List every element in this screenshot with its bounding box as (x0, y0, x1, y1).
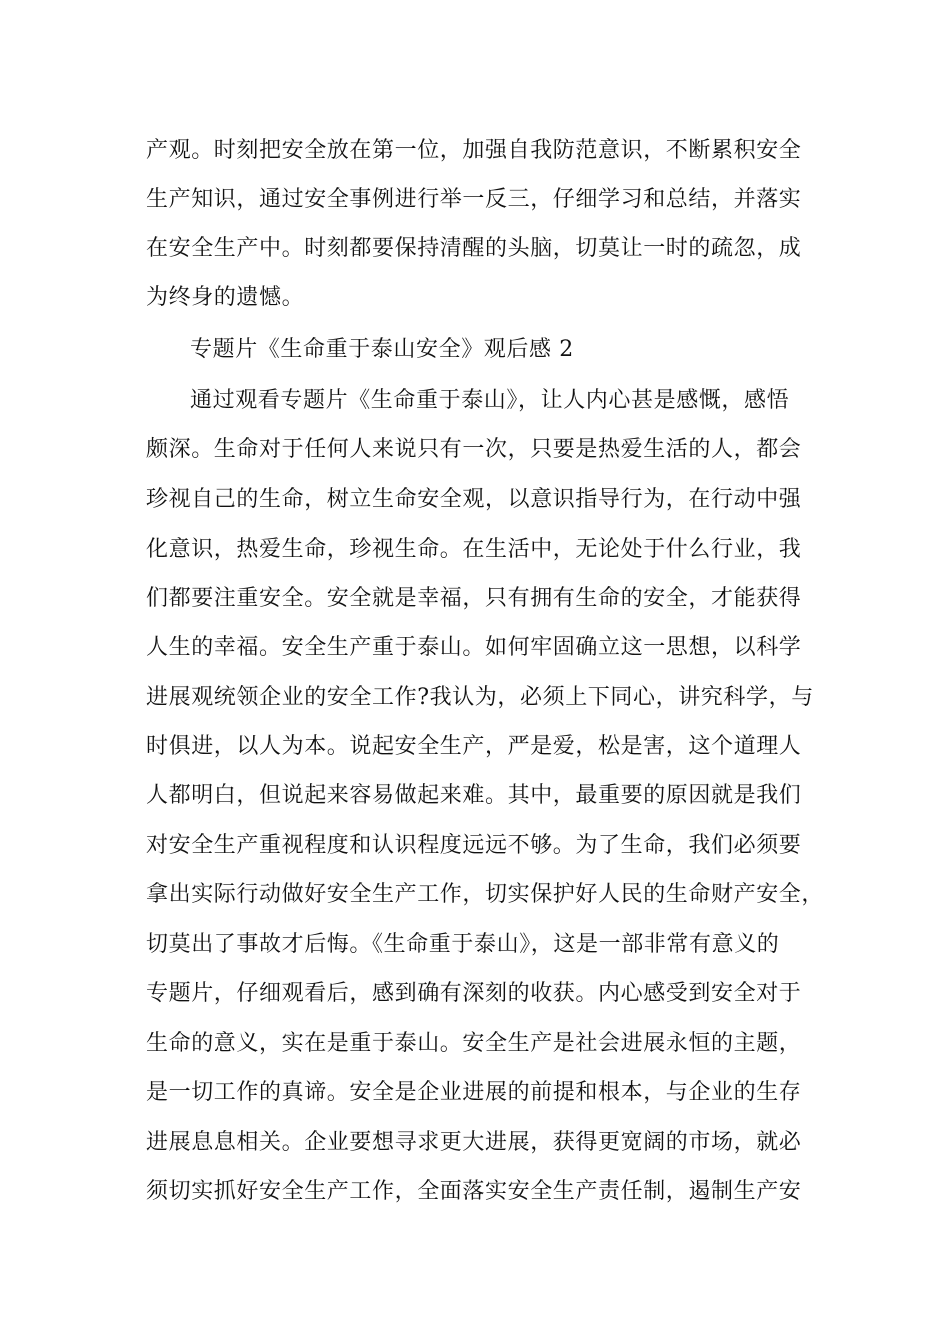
body-line: 人都明白，但说起来容易做起来难。其中，最重要的原因就是我们 (146, 783, 802, 808)
body-line: 须切实抓好安全生产工作，全面落实安全生产责任制，遏制生产安 (146, 1179, 802, 1204)
body-line: 珍视自己的生命，树立生命安全观，以意识指导行为，在行动中强 (146, 487, 802, 512)
body-line: 生产知识，通过安全事例进行举一反三，仔细学习和总结，并落实 (146, 187, 802, 212)
body-line: 是一切工作的真谛。安全是企业进展的前提和根本，与企业的生存 (146, 1080, 802, 1105)
body-line: 颇深。生命对于任何人来说只有一次，只要是热爱生活的人，都会 (146, 437, 802, 462)
section-heading: 专题片《生命重于泰山安全》观后感 2 (190, 337, 574, 362)
body-line: 们都要注重安全。安全就是幸福，只有拥有生命的安全，才能获得 (146, 586, 802, 611)
body-line: 时俱进，以人为本。说起安全生产，严是爱，松是害，这个道理人 (146, 734, 802, 759)
body-line: 人生的幸福。安全生产重于泰山。如何牢固确立这一思想，以科学 (146, 635, 802, 660)
paragraph-first-line: 通过观看专题片《生命重于泰山》，让人内心甚是感慨，感悟 (190, 388, 790, 413)
body-line: 在安全生产中。时刻都要保持清醒的头脑，切莫让一时的疏忽，成 (146, 236, 802, 261)
body-line: 拿出实际行动做好安全生产工作，切实保护好人民的生命财产安全， (146, 882, 825, 907)
body-line: 进展息息相关。企业要想寻求更大进展，获得更宽阔的市场，就必 (146, 1130, 802, 1155)
body-line: 为终身的遗憾。 (146, 285, 305, 310)
body-line: 生命的意义，实在是重于泰山。安全生产是社会进展永恒的主题， (146, 1031, 802, 1056)
body-line: 进展观统领企业的安全工作?我认为，必须上下同心，讲究科学，与 (146, 685, 814, 710)
body-line: 化意识，热爱生命，珍视生命。在生活中，无论处于什么行业，我 (146, 537, 802, 562)
body-line: 切莫出了事故才后悔。《生命重于泰山》，这是一部非常有意义的 (146, 932, 780, 957)
body-line: 产观。时刻把安全放在第一位，加强自我防范意识，不断累积安全 (146, 138, 802, 163)
body-line: 对安全生产重视程度和认识程度远远不够。为了生命，我们必须要 (146, 833, 802, 858)
body-line: 专题片，仔细观看后，感到确有深刻的收获。内心感受到安全对于 (146, 981, 802, 1006)
